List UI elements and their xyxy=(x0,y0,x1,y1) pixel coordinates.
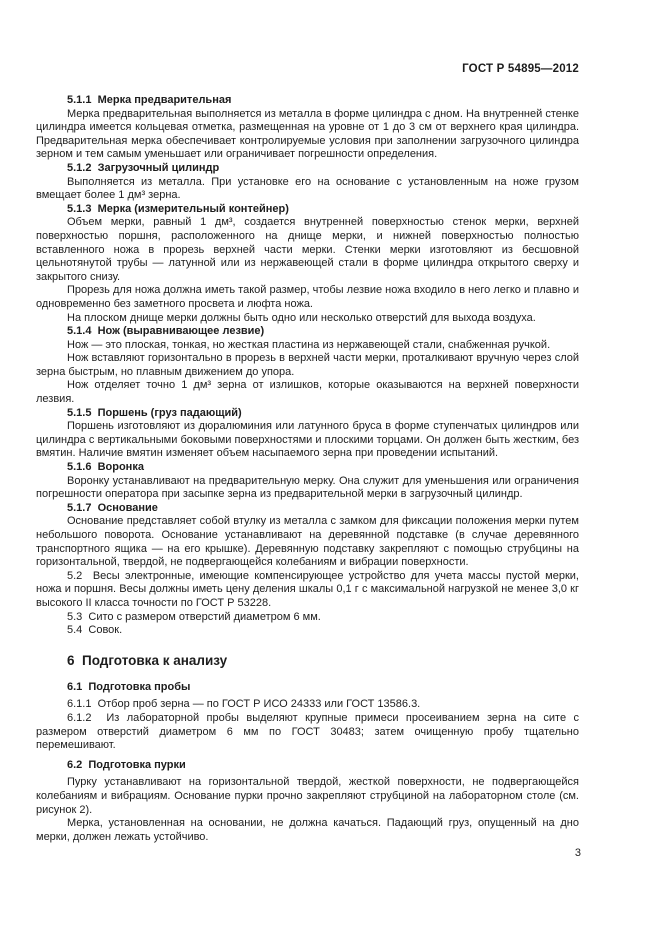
page-number: 3 xyxy=(574,847,581,859)
paragraph: Нож — это плоская, тонкая, но жесткая пластина из нержавеющей стали, снабженная ручкой. xyxy=(67,338,551,351)
paragraph: Основание представляет собой втулку из металла с замком для фиксации положения мерки путем небольшого поворота. Основание устанавливают на деревянной подставке (в случае деревянного транспортного ящика — на его крышке). Деревянную подставку закрепляют с помощью струбцины на горизонтальной, твердой, не подвергающейся колебаниям и вибрации поверхности. xyxy=(36,515,579,569)
clause-heading: 5.1.1 Мерка предварительная xyxy=(67,94,232,106)
paragraph: Прорезь для ножа должна иметь такой размер, чтобы лезвие ножа входило в него легко и плавно и одновременно без заметного просвета и люфта ножа. xyxy=(36,284,579,310)
clause-heading: 5.1.2 Загрузочный цилиндр xyxy=(67,161,220,174)
paragraph: Воронку устанавливают на предварительную мерку. Она служит для уменьшения или ограничения погрешности оператора при засыпке зерна из предварительной мерки в загрузочный цилиндр. xyxy=(36,474,579,501)
clause-heading: 5.1.4 Нож (выравнивающее лезвие) xyxy=(67,325,265,338)
paragraph: Пурку устанавливают на горизонтальной твердой, жесткой поверхности, не подвергающейся колебаниям и вибрациям. Основание пурки прочно закрепляют струбциной на лабораторном столе (см. рисунок 2). xyxy=(36,776,579,816)
paragraph: Мерка предварительная выполняется из металла в форме цилиндра с дном. На внутренней стенке цилиндра имеется кольцевая отметка, размещенная на уровне от 1 до 3 см от верхнего края цилиндра. Предварительная мерка обеспечивает контролируемые условия при заполнении загрузочного цилиндра зерном и тем самым уменьшает или ограничивает погрешности определения. xyxy=(36,107,579,161)
standard-code: ГОСТ Р 54895—2012 xyxy=(462,63,579,75)
clause-heading: 5.1.3 Мерка (измерительный контейнер) xyxy=(67,202,289,215)
paragraph: 5.2 Весы электронные, имеющие компенсирующее устройство для учета массы пустой мерки, ножа и поршня. Весы должны иметь цену деления шкалы 0,1 г с максимальной нагрузкой не менее 3,0 кг высокого II класса точности по ГОСТ Р 53228. xyxy=(36,569,579,609)
paragraph: 5.3 Сито с размером отверстий диаметром 6 мм. xyxy=(67,610,321,623)
section-heading: 6 Подготовка к анализу xyxy=(67,652,228,668)
paragraph: Нож вставляют горизонтально в прорезь в верхней части мерки, проталкивают вручную через слой зерна быстрым, но плавным движением до упора. xyxy=(36,352,579,378)
paragraph: Нож отделяет точно 1 дм³ зерна от излишков, которые оказываются на верхней поверхности лезвия. xyxy=(36,379,579,406)
paragraph: Поршень изготовляют из дюралюминия или латунного бруса в форме ступенчатых цилиндров или цилиндра с вертикальными боковыми поверхностями и плоскими торцами. Он должен быть жестким, без вмятин. Наличие вмятин изменяет объем насыпаемого зерна при проведении испытаний. xyxy=(36,420,579,460)
document-body xyxy=(36,94,579,844)
paragraph: На плоском днище мерки должны быть одно или несколько отверстий для выхода воздуха. xyxy=(67,311,536,324)
clause-heading: 5.1.6 Воронка xyxy=(67,461,144,474)
paragraph: Выполняется из металла. При установке его на основание с установленным на ноже грузом вмещает более 1 дм³ зерна. xyxy=(36,175,579,202)
clause-heading: 5.1.7 Основание xyxy=(67,501,158,514)
subsection-heading: 6.2 Подготовка пурки xyxy=(67,758,186,771)
paragraph: Мерка, установленная на основании, не должна качаться. Падающий груз, опущенный на дно мерки, должен лежать устойчиво. xyxy=(36,817,579,843)
subsection-heading: 6.1 Подготовка пробы xyxy=(67,680,191,693)
paragraph: 6.1.1 Отбор проб зерна — по ГОСТ Р ИСО 24333 или ГОСТ 13586.3. xyxy=(67,698,421,711)
clause-heading: 5.1.5 Поршень (груз падающий) xyxy=(67,406,242,419)
paragraph: 5.4 Совок. xyxy=(67,624,123,637)
paragraph: Объем мерки, равный 1 дм³, создается внутренней поверхностью стенок мерки, верхней поверхностью поршня, расположенного на днище мерки, и нижней поверхностью полностью вставленного ножа в прорезь верхней части мерки. Стенки мерки изготовляют из бесшовной цельнотянутой трубы — латунной или из нержавеющей стали в форме цилиндра открытого сверху и закрытого снизу. xyxy=(36,216,579,283)
paragraph: 6.1.2 Из лабораторной пробы выделяют крупные примеси просеиванием зерна на сите с размером отверстий диаметром 6 мм по ГОСТ 30483; затем очищенную пробу тщательно перемешивают. xyxy=(36,711,579,752)
